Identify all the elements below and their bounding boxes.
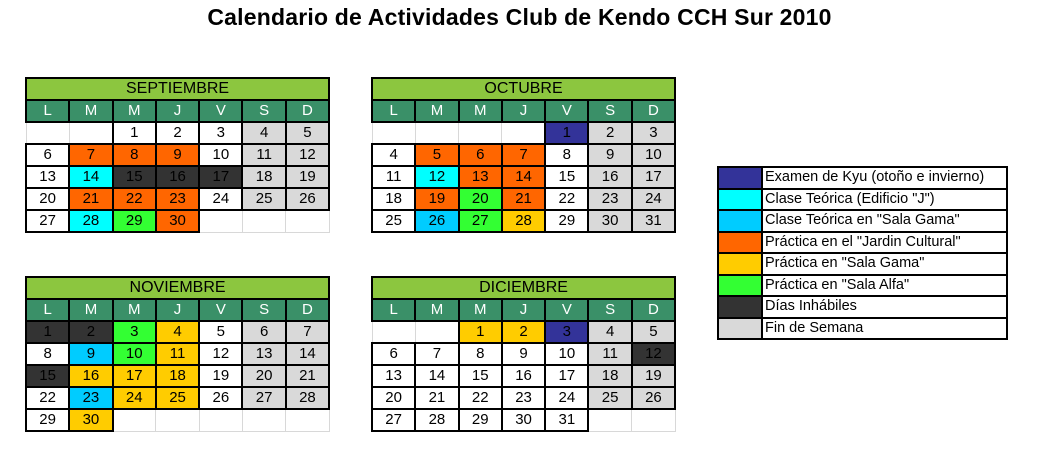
- week-row: [372, 387, 675, 409]
- legend: [717, 166, 1008, 340]
- day-cell: 5: [415, 144, 458, 166]
- day-cell: 7: [502, 144, 545, 166]
- empty-cell: [632, 409, 675, 431]
- day-cell: 3: [199, 122, 242, 144]
- legend-label: Fin de Semana: [762, 318, 1007, 340]
- day-cell: 18: [242, 166, 285, 188]
- day-cell: 14: [69, 166, 112, 188]
- legend-item: [718, 232, 1007, 254]
- legend-swatch: [718, 275, 762, 297]
- day-cell: 18: [588, 365, 631, 387]
- day-cell: 25: [588, 387, 631, 409]
- day-cell: 21: [286, 365, 329, 387]
- empty-cell: [502, 122, 545, 144]
- weekday-header: M: [415, 100, 458, 122]
- month-name: OCTUBRE: [372, 78, 675, 100]
- day-cell: 27: [242, 387, 285, 409]
- legend-swatch: [718, 189, 762, 211]
- day-cell: 17: [199, 166, 242, 188]
- day-cell: 6: [26, 144, 69, 166]
- weekday-header: S: [242, 100, 285, 122]
- legend-item: [718, 253, 1007, 275]
- day-cell: 30: [156, 210, 199, 232]
- week-row: [372, 409, 675, 431]
- day-cell: 2: [502, 321, 545, 343]
- day-cell: 28: [502, 210, 545, 232]
- day-cell: 28: [415, 409, 458, 431]
- calendar-september: [25, 77, 330, 233]
- legend-swatch: [718, 167, 762, 189]
- day-cell: 28: [286, 387, 329, 409]
- week-row: [372, 144, 675, 166]
- day-cell: 16: [588, 166, 631, 188]
- day-cell: 18: [156, 365, 199, 387]
- day-cell: 29: [459, 409, 502, 431]
- day-cell: 12: [286, 144, 329, 166]
- day-cell: 21: [415, 387, 458, 409]
- day-cell: 5: [199, 321, 242, 343]
- legend-item: [718, 275, 1007, 297]
- day-cell: 19: [415, 188, 458, 210]
- day-cell: 16: [156, 166, 199, 188]
- weekday-header: D: [632, 299, 675, 321]
- day-cell: 29: [26, 409, 69, 431]
- empty-cell: [242, 210, 285, 232]
- day-cell: 5: [632, 321, 675, 343]
- day-cell: 21: [502, 188, 545, 210]
- day-cell: 10: [199, 144, 242, 166]
- day-cell: 15: [113, 166, 156, 188]
- day-cell: 26: [415, 210, 458, 232]
- weekday-header: J: [156, 100, 199, 122]
- legend-swatch: [718, 210, 762, 232]
- day-cell: 22: [545, 188, 588, 210]
- legend-label: Clase Teórica (Edificio "J"): [762, 189, 1007, 211]
- day-cell: 5: [286, 122, 329, 144]
- day-cell: 15: [26, 365, 69, 387]
- weekday-header: V: [199, 100, 242, 122]
- day-cell: 23: [69, 387, 112, 409]
- day-cell: 16: [69, 365, 112, 387]
- weekday-header: J: [502, 299, 545, 321]
- day-cell: 9: [502, 343, 545, 365]
- week-row: [26, 188, 329, 210]
- day-cell: 13: [459, 166, 502, 188]
- week-row: [372, 166, 675, 188]
- weekday-header: S: [588, 299, 631, 321]
- day-cell: 9: [69, 343, 112, 365]
- day-cell: 23: [588, 188, 631, 210]
- day-cell: 25: [372, 210, 415, 232]
- day-cell: 30: [502, 409, 545, 431]
- week-row: [26, 409, 329, 431]
- weekday-header: L: [26, 299, 69, 321]
- legend-label: Práctica en "Sala Alfa": [762, 275, 1007, 297]
- legend-swatch: [718, 253, 762, 275]
- day-cell: 10: [545, 343, 588, 365]
- day-cell: 20: [26, 188, 69, 210]
- day-cell: 3: [632, 122, 675, 144]
- day-cell: 13: [242, 343, 285, 365]
- month-name: SEPTIEMBRE: [26, 78, 329, 100]
- day-cell: 4: [588, 321, 631, 343]
- day-cell: 24: [199, 188, 242, 210]
- day-cell: 19: [199, 365, 242, 387]
- day-cell: 27: [459, 210, 502, 232]
- day-cell: 22: [26, 387, 69, 409]
- day-cell: 18: [372, 188, 415, 210]
- weekday-header: V: [199, 299, 242, 321]
- page-title: Calendario de Actividades Club de Kendo CCH Sur 2010: [207, 4, 832, 30]
- weekday-header: L: [372, 299, 415, 321]
- legend-label: Clase Teórica en "Sala Gama": [762, 210, 1007, 232]
- legend-label: Práctica en el "Jardin Cultural": [762, 232, 1007, 254]
- day-cell: 22: [113, 188, 156, 210]
- day-cell: 25: [242, 188, 285, 210]
- empty-cell: [286, 409, 329, 431]
- legend-swatch: [718, 296, 762, 318]
- day-cell: 24: [545, 387, 588, 409]
- empty-cell: [69, 122, 112, 144]
- day-cell: 7: [286, 321, 329, 343]
- empty-cell: [156, 409, 199, 431]
- day-cell: 16: [502, 365, 545, 387]
- day-cell: 29: [113, 210, 156, 232]
- day-cell: 19: [632, 365, 675, 387]
- day-cell: 11: [588, 343, 631, 365]
- day-cell: 13: [372, 365, 415, 387]
- legend-label: Días Inhábiles: [762, 296, 1007, 318]
- weekday-header: S: [588, 100, 631, 122]
- legend-item: [718, 210, 1007, 232]
- day-cell: 1: [459, 321, 502, 343]
- weekday-header: M: [69, 100, 112, 122]
- empty-cell: [199, 210, 242, 232]
- week-row: [372, 188, 675, 210]
- empty-cell: [415, 122, 458, 144]
- day-cell: 27: [26, 210, 69, 232]
- day-cell: 17: [632, 166, 675, 188]
- weekday-header: M: [113, 100, 156, 122]
- day-cell: 4: [372, 144, 415, 166]
- day-cell: 12: [632, 343, 675, 365]
- weekday-header: J: [502, 100, 545, 122]
- day-cell: 20: [459, 188, 502, 210]
- day-cell: 4: [242, 122, 285, 144]
- day-cell: 6: [372, 343, 415, 365]
- day-cell: 15: [459, 365, 502, 387]
- day-cell: 12: [199, 343, 242, 365]
- week-row: [372, 210, 675, 232]
- weekday-header: M: [69, 299, 112, 321]
- empty-cell: [372, 122, 415, 144]
- day-cell: 24: [113, 387, 156, 409]
- day-cell: 31: [632, 210, 675, 232]
- week-row: [26, 122, 329, 144]
- empty-cell: [286, 210, 329, 232]
- weekday-header: L: [26, 100, 69, 122]
- day-cell: 9: [588, 144, 631, 166]
- week-row: [26, 343, 329, 365]
- day-cell: 26: [632, 387, 675, 409]
- empty-cell: [26, 122, 69, 144]
- day-cell: 13: [26, 166, 69, 188]
- legend-label: Práctica en "Sala Gama": [762, 253, 1007, 275]
- day-cell: 4: [156, 321, 199, 343]
- legend-item: [718, 296, 1007, 318]
- day-cell: 17: [545, 365, 588, 387]
- day-cell: 20: [372, 387, 415, 409]
- day-cell: 9: [156, 144, 199, 166]
- week-row: [372, 122, 675, 144]
- day-cell: 22: [459, 387, 502, 409]
- weekday-header: D: [286, 100, 329, 122]
- weekday-header: M: [459, 299, 502, 321]
- week-row: [26, 321, 329, 343]
- day-cell: 14: [502, 166, 545, 188]
- week-row: [26, 210, 329, 232]
- legend-item: [718, 167, 1007, 189]
- day-cell: 11: [156, 343, 199, 365]
- empty-cell: [459, 122, 502, 144]
- weekday-header: M: [113, 299, 156, 321]
- day-cell: 1: [545, 122, 588, 144]
- day-cell: 7: [415, 343, 458, 365]
- legend-swatch: [718, 318, 762, 340]
- day-cell: 2: [588, 122, 631, 144]
- day-cell: 17: [113, 365, 156, 387]
- empty-cell: [113, 409, 156, 431]
- day-cell: 25: [156, 387, 199, 409]
- day-cell: 11: [242, 144, 285, 166]
- weekday-header: M: [459, 100, 502, 122]
- day-cell: 30: [69, 409, 112, 431]
- legend-item: [718, 189, 1007, 211]
- day-cell: 8: [26, 343, 69, 365]
- day-cell: 3: [545, 321, 588, 343]
- day-cell: 30: [588, 210, 631, 232]
- calendar-december: [371, 276, 676, 432]
- legend-label: Examen de Kyu (otoño e invierno): [762, 167, 1007, 189]
- day-cell: 14: [415, 365, 458, 387]
- day-cell: 2: [156, 122, 199, 144]
- week-row: [26, 166, 329, 188]
- day-cell: 27: [372, 409, 415, 431]
- weekday-header: V: [545, 100, 588, 122]
- week-row: [26, 387, 329, 409]
- day-cell: 12: [415, 166, 458, 188]
- day-cell: 31: [545, 409, 588, 431]
- week-row: [372, 365, 675, 387]
- day-cell: 6: [459, 144, 502, 166]
- day-cell: 7: [69, 144, 112, 166]
- day-cell: 2: [69, 321, 112, 343]
- weekday-header: J: [156, 299, 199, 321]
- day-cell: 19: [286, 166, 329, 188]
- day-cell: 26: [199, 387, 242, 409]
- day-cell: 1: [113, 122, 156, 144]
- weekday-header: S: [242, 299, 285, 321]
- week-row: [372, 343, 675, 365]
- empty-cell: [199, 409, 242, 431]
- calendar-november: [25, 276, 330, 432]
- month-name: NOVIEMBRE: [26, 277, 329, 299]
- empty-cell: [242, 409, 285, 431]
- day-cell: 3: [113, 321, 156, 343]
- day-cell: 8: [459, 343, 502, 365]
- weekday-header: L: [372, 100, 415, 122]
- day-cell: 23: [156, 188, 199, 210]
- day-cell: 1: [26, 321, 69, 343]
- day-cell: 28: [69, 210, 112, 232]
- day-cell: 29: [545, 210, 588, 232]
- day-cell: 8: [113, 144, 156, 166]
- day-cell: 14: [286, 343, 329, 365]
- day-cell: 23: [502, 387, 545, 409]
- day-cell: 10: [113, 343, 156, 365]
- day-cell: 6: [242, 321, 285, 343]
- day-cell: 20: [242, 365, 285, 387]
- empty-cell: [588, 409, 631, 431]
- day-cell: 8: [545, 144, 588, 166]
- day-cell: 10: [632, 144, 675, 166]
- weekday-header: D: [286, 299, 329, 321]
- day-cell: 21: [69, 188, 112, 210]
- weekday-header: M: [415, 299, 458, 321]
- legend-item: [718, 318, 1007, 340]
- day-cell: 15: [545, 166, 588, 188]
- calendar-october: [371, 77, 676, 233]
- legend-swatch: [718, 232, 762, 254]
- empty-cell: [372, 321, 415, 343]
- month-name: DICIEMBRE: [372, 277, 675, 299]
- weekday-header: D: [632, 100, 675, 122]
- week-row: [372, 321, 675, 343]
- day-cell: 11: [372, 166, 415, 188]
- empty-cell: [415, 321, 458, 343]
- weekday-header: V: [545, 299, 588, 321]
- week-row: [26, 144, 329, 166]
- day-cell: 24: [632, 188, 675, 210]
- day-cell: 26: [286, 188, 329, 210]
- week-row: [26, 365, 329, 387]
